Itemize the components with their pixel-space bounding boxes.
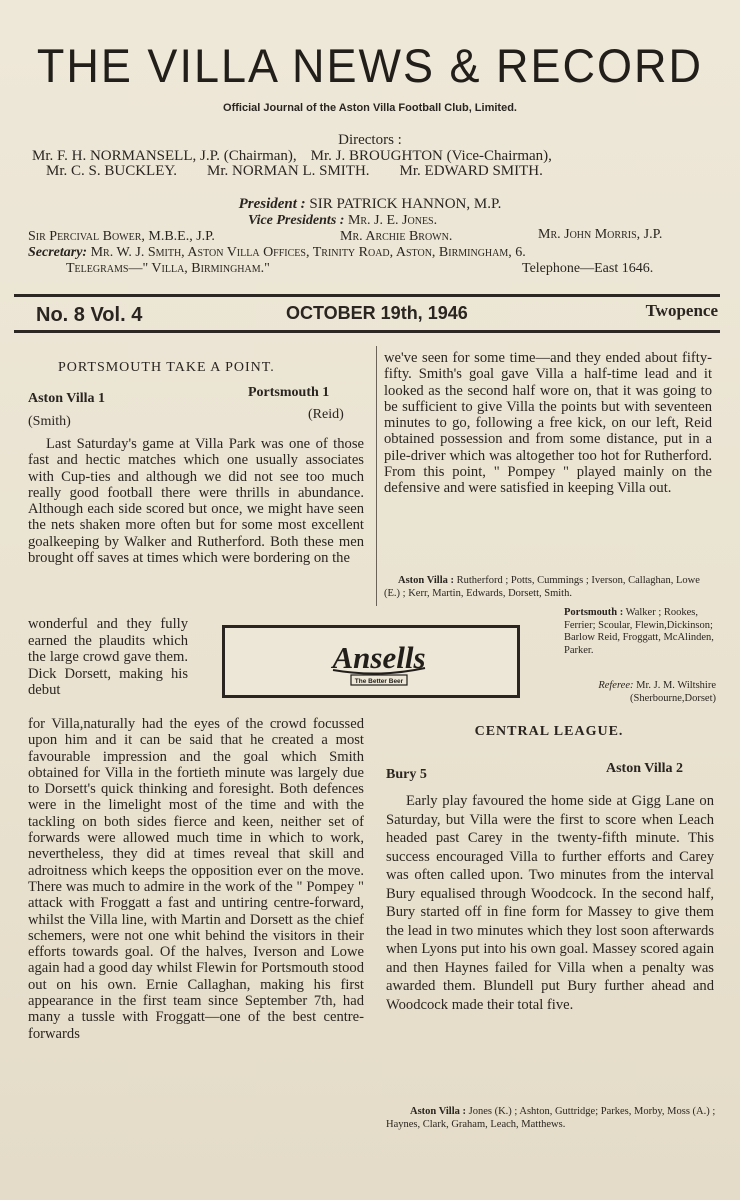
- president-label: President :: [238, 196, 306, 212]
- vice-president-brown: Mr. Archie Brown.: [340, 229, 453, 244]
- telephone: Telephone—East 1646.: [522, 261, 654, 276]
- directors-heading: Directors :: [338, 132, 402, 148]
- ansells-tagline: The Better Beer: [354, 678, 404, 685]
- report-paragraph-1: Last Saturday's game at Villa Park was one of those fast and hectic matches which one usually associates with Cup-ties and although we did not see too much really good football there were thrills in abundance. Although each side scored but once, we might have seen the nets shaken more often but for some most excellent goalkeeping by Walker and Rutherford. Both these men brought off saves at times which were bordering on the: [28, 436, 364, 567]
- contact-line: [66, 261, 654, 277]
- vice-president-bower: Sir Percival Bower, M.B.E., J.P.: [28, 229, 215, 244]
- vice-presidents-line: [248, 213, 437, 229]
- report-paragraph-right: we've seen for some time—and they ended about fifty-fifty. Smith's goal gave Villa a half-time lead and it looked as the second half wore on, that it was going to be sufficient to give Villa the points but with seventeen minutes to go, following a free kick, on our left, Reid obtained possession and from some distance, put in a pile-driver which was altogether too hot for Rutherford. From this point, " Pompey " played mainly on the defensive and were satisfied in keeping Villa out.: [384, 350, 712, 497]
- central-villa-lineup-players: Jones (K.) ; Ashton, Guttridge; Parkes, Morby, Moss (A.) ; Haynes, Clark, Graham, Leach, Matthews.: [386, 1106, 716, 1130]
- central-league-heading: CENTRAL LEAGUE.: [474, 724, 624, 739]
- ansells-logo: [321, 634, 437, 694]
- issue-bar: [14, 300, 720, 328]
- ansells-advert: [222, 625, 520, 698]
- issue-rule-top: [14, 294, 720, 297]
- issue-number: No. 8 Vol. 4: [36, 304, 143, 326]
- away-scorer: (Reid): [308, 407, 344, 422]
- vice-presidents-label: Vice Presidents :: [248, 213, 345, 228]
- issue-price: Twopence: [645, 301, 718, 320]
- telegrams: Telegrams—" Villa, Birmingham.": [66, 261, 270, 276]
- director-chairman: Mr. F. H. NORMANSELL, J.P. (Chairman),: [32, 148, 297, 164]
- portsmouth-lineup: [564, 607, 716, 657]
- referee-name: Mr. J. M. Wiltshire (Sherbourne,Dorset): [629, 680, 716, 704]
- portsmouth-heading: PORTSMOUTH TAKE A POINT.: [58, 360, 275, 375]
- home-team-score: Aston Villa 1: [28, 391, 106, 406]
- director-edward-smith: Mr. EDWARD SMITH.: [399, 163, 543, 179]
- central-villa-lineup-label: Aston Villa :: [410, 1106, 467, 1117]
- report-paragraph-2: wonderful and they fully earned the plaudits which the large crowd gave them. Dick Dorsett, making his debut: [28, 616, 188, 699]
- director-norman-smith: Mr. NORMAN L. SMITH.: [207, 163, 370, 179]
- issue-rule-bottom: [14, 330, 720, 333]
- masthead-subtitle: Official Journal of the Aston Villa Football Club, Limited.: [223, 102, 517, 114]
- villa-lineup-players: Rutherford ; Potts, Cummings ; Iverson, Callaghan, Lowe (E.) ; Kerr, Martin, Edwards, Dorsett, Smith.: [384, 575, 700, 599]
- portsmouth-lineup-label: Portsmouth :: [564, 607, 624, 618]
- central-villa-lineup: [386, 1106, 716, 1131]
- vice-president-jones: Mr. J. E. Jones.: [347, 213, 438, 228]
- president-line: [0, 196, 740, 213]
- referee-label: Referee:: [598, 680, 634, 691]
- secretary-text: Mr. W. J. Smith, Aston Villa Offices, Trinity Road, Aston, Birmingham, 6.: [90, 245, 526, 260]
- column-divider: [376, 346, 377, 606]
- away-team-score: Portsmouth 1: [248, 385, 330, 400]
- vice-president-morris: Mr. John Morris, J.P.: [538, 227, 663, 242]
- secretary-line: [28, 245, 526, 261]
- issue-date: OCTOBER 19th, 1946: [286, 303, 468, 323]
- portsmouth-lineup-players: Walker ; Rookes, Ferrier; Scoular, Flewin,Dickinson; Barlow Reid, Froggatt, McAlinden, Parker.: [564, 607, 714, 656]
- president-name: SIR PATRICK HANNON, M.P.: [309, 196, 502, 212]
- villa-reserves-score: Aston Villa 2: [606, 761, 684, 776]
- report-paragraph-3: for Villa,naturally had the eyes of the crowd focussed upon him and it can be said that he created a most favourable impression and the goal which Smith obtained for Villa in the fortieth minute was largely due to Dorsett's quick thinking and foresight. Both defences were in the limelight most of the time and with the tackling on both sides fierce and keen, neither set of forwards were allowed much time in which to work, nevertheless, they did at times reveal that skill and adroitness which keeps the opposition ever on the move. There was much to admire in the work of the " Pompey " attack with Froggatt a fast and untiring centre-forward, whilst the Villa line, with Martin and Dorsett as the chief schemers, were not one whit behind the visitors in their efforts towards goal. Of the halves, Iverson and Lowe again had a good day whilst Flewin for Portsmouth stood out on his own. Ernie Callaghan, making his first appearance in the first team since September 7th, had many a tussle with Froggatt—one of the best centre-forwards: [28, 716, 364, 1042]
- central-league-report: Early play favoured the home side at Gigg Lane on Saturday, but Villa were the first to score when Leach headed past Carey in the twenty-fifth minute. This success encouraged Villa to further efforts and Carey was often called upon. Two minutes from the interval Bury equalised through Woodcock. In the second half, Bury started off in fine form for Massey to give them the lead in two minutes which they lost soon afterwards when Lyons put into his own goal. Massey scored again and then Haynes failed for Villa when a penalty was awarded them. Blundell put Bury further ahead and Woodcock made their total five.: [386, 793, 714, 1013]
- referee: [564, 680, 716, 705]
- masthead-title: THE VILLA NEWS & RECORD: [36, 38, 704, 93]
- ansells-brand: Ansells: [332, 640, 426, 675]
- director-buckley: Mr. C. S. BUCKLEY.: [46, 163, 178, 179]
- bury-score: Bury 5: [386, 767, 427, 782]
- directors-line-2: [46, 163, 573, 180]
- vice-presidents-names: [28, 227, 663, 245]
- home-scorer: (Smith): [28, 414, 71, 429]
- villa-lineup-label: Aston Villa :: [398, 575, 455, 586]
- villa-lineup: [384, 575, 714, 600]
- director-vice-chairman: Mr. J. BROUGHTON (Vice-Chairman),: [310, 148, 552, 164]
- secretary-label: Secretary:: [28, 245, 88, 260]
